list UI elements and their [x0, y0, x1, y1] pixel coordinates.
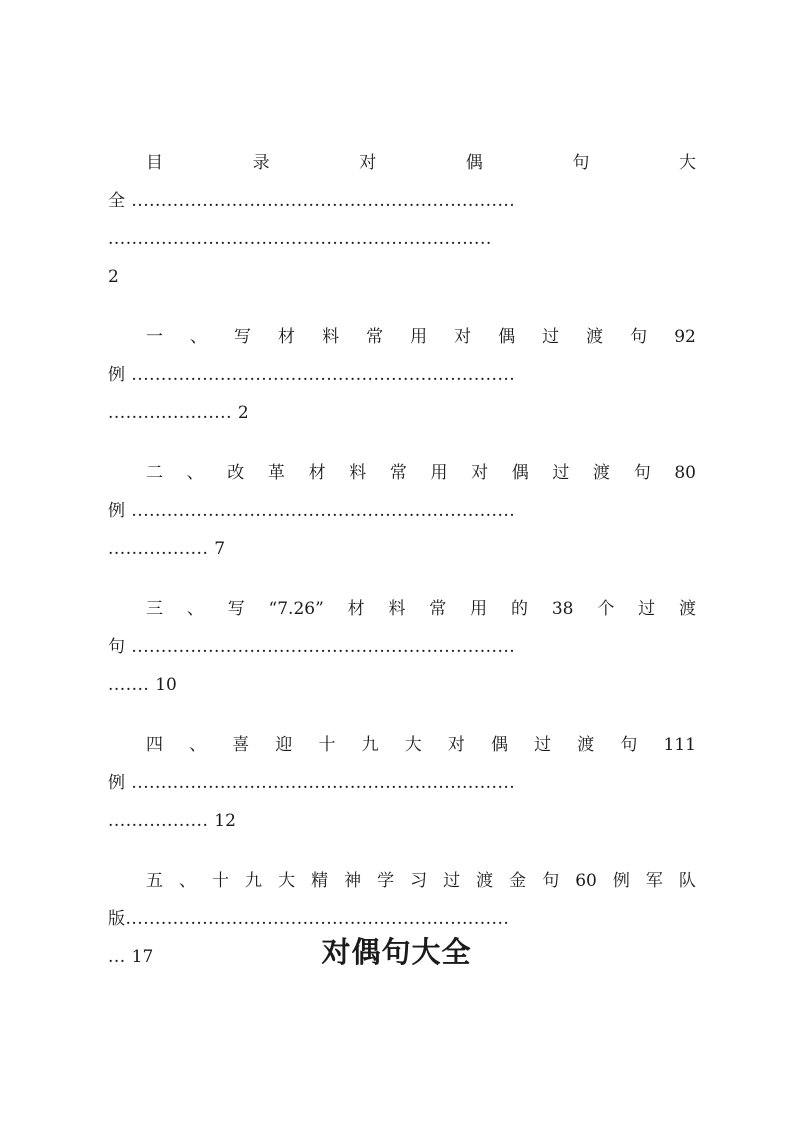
title-char: 金 [509, 871, 527, 891]
title-char: 神 [344, 871, 362, 891]
title-char: 偶 [465, 153, 483, 173]
title-char: 二 [146, 463, 163, 483]
toc-entry-title [108, 596, 696, 634]
title-char: 改 [227, 463, 245, 483]
title-char: 过 [443, 871, 461, 891]
toc-page-number: 10 [155, 675, 177, 695]
title-char: 材 [278, 327, 296, 347]
toc-entry-4[interactable] [108, 732, 696, 846]
title-char: 材 [347, 599, 365, 619]
toc-entry-title [108, 460, 696, 498]
toc-entry-1[interactable] [108, 324, 696, 438]
title-char: 、 [186, 463, 204, 483]
toc-leader: ... [108, 947, 132, 967]
title-char: 渡 [577, 735, 595, 755]
title-char: 军 [645, 871, 663, 891]
title-char: 精 [311, 871, 329, 891]
title-char: 学 [377, 871, 395, 891]
toc-leader: ................................................................. [108, 229, 492, 249]
title-char: 五 [146, 871, 163, 891]
title-char: 九 [361, 735, 379, 755]
title-char: 十 [212, 871, 230, 891]
title-char: “7.26” [268, 599, 324, 619]
title-char: 句 [620, 735, 638, 755]
toc-leader: 例 ................................................................. [108, 365, 516, 385]
title-char: 用 [430, 463, 448, 483]
title-char: 句 [630, 327, 648, 347]
title-char: 渡 [679, 599, 696, 619]
title-char: 常 [366, 327, 384, 347]
title-char: 材 [308, 463, 326, 483]
title-char: 料 [349, 463, 367, 483]
title-char: 录 [252, 153, 270, 173]
title-char: 十 [318, 735, 336, 755]
title-char: 对 [454, 327, 472, 347]
title-char: 对 [471, 463, 489, 483]
title-char: 、 [190, 327, 208, 347]
title-char: 料 [322, 327, 340, 347]
title-char: 用 [410, 327, 428, 347]
title-char: 偶 [498, 327, 516, 347]
title-char: 、 [179, 871, 197, 891]
title-char: 、 [189, 735, 207, 755]
title-char: 渡 [586, 327, 604, 347]
title-char: 80 [674, 463, 696, 483]
document-heading: 对偶句大全 [321, 935, 472, 969]
title-char: 过 [534, 735, 552, 755]
toc-page-number: 17 [131, 947, 154, 967]
title-char: 例 [612, 871, 630, 891]
title-char: 目 [146, 153, 163, 173]
title-char: 习 [410, 871, 428, 891]
title-char: 队 [678, 871, 696, 891]
title-char: 句 [542, 871, 560, 891]
title-char: 、 [186, 599, 204, 619]
title-char: 用 [470, 599, 488, 619]
title-char: 句 [633, 463, 651, 483]
toc-leader: 版................................................................. [108, 909, 510, 929]
title-char: 一 [146, 327, 163, 347]
title-char: 常 [389, 463, 407, 483]
title-char: 对 [447, 735, 465, 755]
title-char: 写 [227, 599, 245, 619]
toc-entry-title [108, 868, 696, 906]
toc-leader-line [108, 400, 696, 438]
toc-leader: 全 ................................................................. [108, 191, 516, 211]
title-char: 渡 [593, 463, 611, 483]
toc-leader: 例 ................................................................. [108, 773, 516, 793]
title-char: 写 [234, 327, 252, 347]
title-char: 九 [245, 871, 263, 891]
toc-leader: 例 ................................................................. [108, 501, 516, 521]
toc-leader: 句 ................................................................. [108, 637, 516, 657]
toc-leader-line [108, 808, 696, 846]
title-char: 的 [510, 599, 528, 619]
title-char: 偶 [491, 735, 508, 755]
table-of-contents [108, 150, 696, 1004]
toc-page-number: 12 [214, 811, 236, 831]
toc-page-number: 2 [237, 403, 249, 423]
toc-entry-contents[interactable] [108, 150, 696, 302]
toc-entry-title [108, 732, 696, 770]
title-char: 60 [575, 871, 597, 891]
title-char: 大 [678, 153, 696, 173]
title-char: 过 [638, 599, 656, 619]
title-char: 对 [359, 153, 377, 173]
title-char: 过 [552, 463, 570, 483]
title-char: 四 [146, 735, 163, 755]
toc-entry-2[interactable] [108, 460, 696, 574]
title-char: 迎 [275, 735, 293, 755]
toc-leader: ................. [108, 811, 215, 831]
title-char: 料 [388, 599, 406, 619]
title-char: 111 [663, 735, 696, 755]
title-char: 革 [267, 463, 285, 483]
toc-entry-title [108, 150, 696, 188]
title-char: 句 [572, 153, 590, 173]
toc-leader: ....... [108, 675, 156, 695]
toc-leader-line [108, 536, 696, 574]
title-char: 38 [551, 599, 574, 619]
title-char: 喜 [232, 735, 250, 755]
toc-page-number: 7 [214, 539, 226, 559]
title-char: 渡 [476, 871, 494, 891]
title-char: 大 [404, 735, 422, 755]
toc-leader: ..................... [108, 403, 238, 423]
toc-page-number: 2 [108, 267, 119, 287]
title-char: 偶 [511, 463, 529, 483]
title-char: 三 [146, 599, 163, 619]
toc-entry-title [108, 324, 696, 362]
toc-entry-3[interactable] [108, 596, 696, 710]
title-char: 过 [542, 327, 560, 347]
title-char: 92 [674, 327, 696, 347]
title-char: 个 [597, 599, 615, 619]
toc-leader: ................. [108, 539, 215, 559]
title-char: 大 [278, 871, 296, 891]
toc-leader-line [108, 672, 696, 710]
title-char: 常 [429, 599, 447, 619]
